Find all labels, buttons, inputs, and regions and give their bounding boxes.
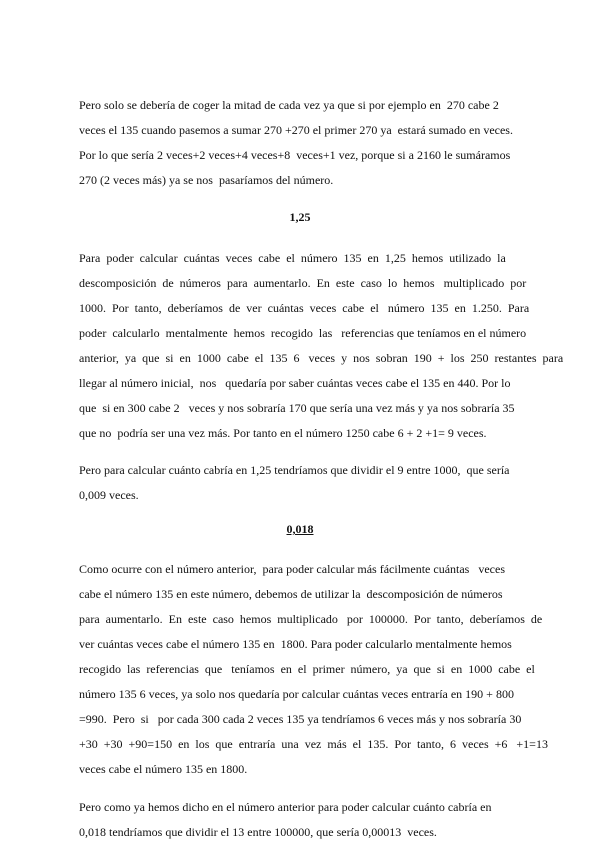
paragraph-line: =990. Pero si por cada 300 cada 2 veces 135 ya tendríamos 6 veces más y nos sobraría 30 (79, 712, 522, 726)
paragraph-line: veces cabe el número 135 en 1800. (79, 762, 248, 776)
paragraph-line: para aumentarlo. En este caso hemos multiplicado por 100000. Por tanto, deberíamos de (79, 612, 543, 626)
paragraph-line: veces el 135 cuando pasemos a sumar 270 +270 el primer 270 ya estará sumado en veces. (79, 123, 513, 137)
section-heading-1-25: 1,25 (289, 210, 311, 224)
paragraph-line: Pero para calcular cuánto cabría en 1,25 tendríamos que dividir el 9 entre 1000, que sería (79, 463, 510, 477)
paragraph-line: que si en 300 cabe 2 veces y nos sobraría 170 que sería una vez más y ya nos sobraría 35 (79, 401, 515, 415)
paragraph-line: +30 +30 +90=150 en los que entraría una vez más el 135. Por tanto, 6 veces +6 +1=13 (79, 737, 548, 751)
paragraph-line: número 135 6 veces, ya solo nos quedaría por calcular cuántas veces entraría en 190 + 800 (79, 687, 514, 701)
paragraph-line: 1000. Por tanto, deberíamos de ver cuántas veces cabe el número 135 en 1.250. Para (79, 301, 530, 315)
paragraph-line: 0,009 veces. (79, 488, 139, 502)
paragraph-line: llegar al número inicial, nos quedaría por saber cuántas veces cabe el 135 en 440. Por lo (79, 376, 511, 390)
paragraph-line: ver cuántas veces cabe el número 135 en 1800. Para poder calcularlo mentalmente hemos (79, 637, 512, 651)
paragraph-line: Pero como ya hemos dicho en el número anterior para poder calcular cuánto cabría en (79, 800, 492, 814)
paragraph-line: recogido las referencias que teníamos en el primer número, ya que si en 1000 cabe el (79, 662, 535, 676)
section-heading-0-018: 0,018 (286, 522, 314, 536)
paragraph-line: poder calcularlo mentalmente hemos recogido las referencias que teníamos en el número (79, 326, 527, 340)
paragraph-line: Por lo que sería 2 veces+2 veces+4 veces+8 veces+1 vez, porque si a 2160 le sumáramos (79, 148, 511, 162)
paragraph-line: 270 (2 veces más) ya se nos pasaríamos del número. (79, 173, 334, 187)
paragraph-line: que no podría ser una vez más. Por tanto en el número 1250 cabe 6 + 2 +1= 9 veces. (79, 426, 487, 440)
paragraph-line: Para poder calcular cuántas veces cabe el número 135 en 1,25 hemos utilizado la (79, 251, 506, 265)
paragraph-line: Pero solo se debería de coger la mitad de cada vez ya que si por ejemplo en 270 cabe 2 (79, 98, 499, 112)
paragraph-line: 0,018 tendríamos que dividir el 13 entre 100000, que sería 0,00013 veces. (79, 825, 437, 839)
paragraph-line: Como ocurre con el número anterior, para poder calcular más fácilmente cuántas veces (79, 562, 505, 576)
paragraph-line: anterior, ya que si en 1000 cabe el 135 6 veces y nos sobran 190 + los 250 restantes para (79, 351, 564, 365)
paragraph-line: descomposición de números para aumentarlo. En este caso lo hemos multiplicado por (79, 276, 527, 290)
paragraph-line: cabe el número 135 en este número, debemos de utilizar la descomposición de números (79, 587, 503, 601)
